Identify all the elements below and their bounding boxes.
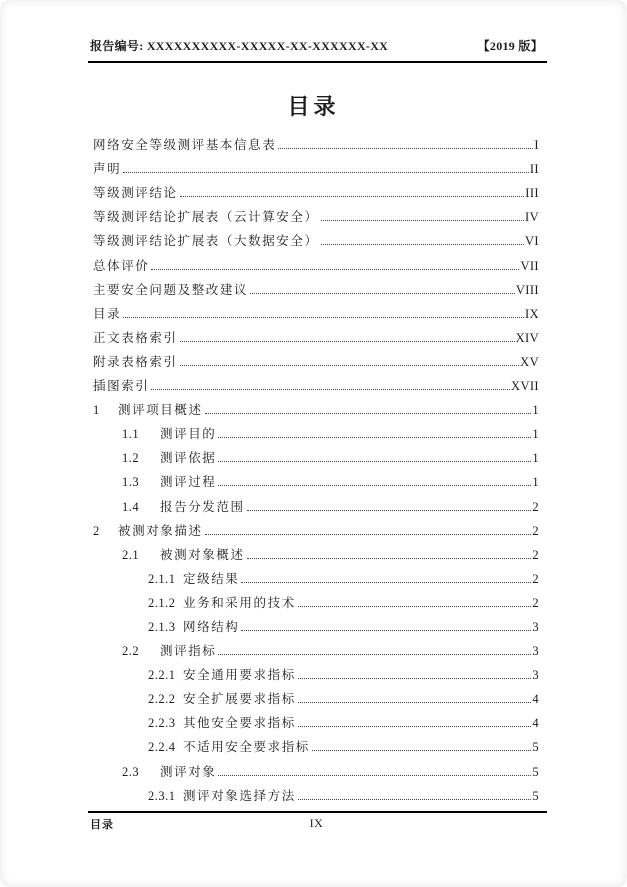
toc-entry-label: 总体评价 [93, 258, 150, 273]
toc-page-number: 1 [532, 403, 539, 418]
toc-page-number: 3 [532, 644, 539, 659]
toc-section-number: 1.3 [122, 475, 140, 490]
toc-leader-dots [298, 799, 532, 800]
toc-section-number: 2.1.2 [148, 595, 176, 610]
page-title: 目录 [287, 94, 340, 119]
toc-entry-label: 安全通用要求指标 [183, 668, 296, 683]
toc-row [93, 490, 539, 514]
page-footer [90, 816, 543, 832]
toc-entry-label: 业务和采用的技术 [183, 595, 296, 610]
page-header [90, 37, 543, 54]
toc-leader-dots [151, 389, 510, 390]
report-number-value: XXXXXXXXXX-XXXXX-XX-XXXXXX-XX [146, 39, 389, 53]
toc-entry-label: 等级测评结论扩展表（大数据安全） [93, 234, 319, 249]
toc-entry-label: 网络结构 [183, 619, 240, 634]
toc-section-number: 2.1.1 [148, 571, 176, 586]
toc-leader-dots [180, 196, 525, 197]
toc-leader-dots [151, 269, 519, 270]
toc-entry-label: 等级测评结论扩展表（云计算安全） [93, 210, 319, 225]
toc-section-number: 2.3 [122, 764, 140, 779]
toc-section-number: 1.1 [122, 427, 140, 442]
toc-page-number: 1 [532, 451, 539, 466]
toc-leader-dots [312, 750, 531, 751]
toc-row [93, 225, 539, 249]
toc-entry-label: 测评项目概述 [118, 403, 203, 418]
toc-leader-dots [298, 702, 532, 703]
toc-entry-label: 测评对象选择方法 [183, 788, 296, 803]
toc-leader-dots [321, 244, 524, 245]
toc-row [93, 731, 539, 755]
toc-row [93, 442, 539, 466]
toc-entry-label: 声明 [93, 162, 122, 177]
toc-row [93, 249, 539, 273]
toc-entry-label: 正文表格索引 [93, 330, 178, 345]
toc-page-number: XIV [515, 330, 539, 345]
toc-leader-dots [218, 437, 531, 438]
toc-section-number: 2 [93, 523, 100, 538]
toc-leader-dots [247, 558, 532, 559]
toc-row [93, 322, 539, 346]
toc-section-number: 2.2.3 [148, 716, 176, 731]
toc-leader-dots [205, 413, 532, 414]
toc-row [93, 587, 539, 611]
toc-page-number: 3 [532, 668, 539, 683]
toc-page-number: 4 [532, 716, 539, 731]
toc-row [93, 539, 539, 563]
toc-page-number: 3 [532, 619, 539, 634]
toc-page-number: XVII [511, 379, 539, 394]
toc-page-number: XV [520, 354, 539, 369]
toc-row [93, 346, 539, 370]
toc-section-number: 2.2.4 [148, 740, 176, 755]
toc-leader-dots [218, 485, 531, 486]
toc-page-number: 2 [532, 523, 539, 538]
toc-leader-dots [180, 365, 520, 366]
toc-page-number: 5 [532, 740, 539, 755]
toc-leader-dots [205, 534, 532, 535]
toc-page-number: VI [525, 234, 539, 249]
toc-row [93, 201, 539, 225]
toc-entry-label: 被测对象概述 [160, 547, 245, 562]
toc-page-number: 2 [532, 595, 539, 610]
toc-section-number: 1.4 [122, 499, 140, 514]
toc-entry-label: 不适用安全要求指标 [183, 740, 310, 755]
toc-row [93, 129, 539, 153]
toc-section-number: 2.2 [122, 644, 140, 659]
toc-row [93, 177, 539, 201]
toc-leader-dots [218, 461, 531, 462]
toc-leader-dots [250, 293, 515, 294]
toc-leader-dots [278, 148, 533, 149]
toc-entry-label: 安全扩展要求指标 [183, 692, 296, 707]
toc-row [93, 394, 539, 418]
toc-page-number: II [529, 162, 539, 177]
toc-leader-dots [298, 678, 532, 679]
toc-row [93, 274, 539, 298]
toc-leader-dots [241, 582, 531, 583]
toc-leader-dots [123, 172, 529, 173]
toc-row [93, 611, 539, 635]
toc-section-number: 2.2.2 [148, 692, 176, 707]
toc-list [93, 129, 539, 804]
toc-page-number: 1 [532, 427, 539, 442]
toc-page-number: IV [525, 210, 539, 225]
report-number-label: 报告编号: [90, 39, 144, 53]
toc-row [93, 755, 539, 779]
toc-entry-label: 附录表格索引 [93, 354, 178, 369]
toc-entry-label: 测评依据 [160, 451, 217, 466]
toc-entry-label: 测评指标 [160, 644, 217, 659]
toc-page-number: 2 [532, 547, 539, 562]
toc-leader-dots [218, 654, 531, 655]
toc-page-number: III [525, 186, 539, 201]
footer-section-label: 目录 [90, 819, 114, 831]
toc-page-number: VIII [515, 282, 539, 297]
toc-section-number: 1 [93, 403, 100, 418]
toc-leader-dots [123, 317, 524, 318]
toc-row [93, 635, 539, 659]
toc-entry-label: 测评目的 [160, 427, 217, 442]
toc-entry-label: 插图索引 [93, 379, 150, 394]
toc-row [93, 563, 539, 587]
toc-page-number: 5 [532, 788, 539, 803]
toc-page-number: 5 [532, 764, 539, 779]
toc-entry-label: 主要安全问题及整改建议 [93, 282, 249, 297]
toc-row [93, 298, 539, 322]
toc-entry-label: 被测对象描述 [118, 523, 203, 538]
toc-row [93, 707, 539, 731]
toc-leader-dots [180, 341, 515, 342]
toc-entry-label: 报告分发范围 [160, 499, 245, 514]
toc-page-number: IX [525, 306, 539, 321]
toc-section-number: 2.1 [122, 547, 140, 562]
toc-page-number: 4 [532, 692, 539, 707]
toc-page-number: I [534, 138, 539, 153]
header-rule [88, 61, 547, 63]
toc-page-number: 2 [532, 499, 539, 514]
toc-entry-label: 定级结果 [183, 571, 240, 586]
version-badge: 【2019 版】 [477, 39, 543, 53]
toc-row [93, 659, 539, 683]
toc-row [93, 153, 539, 177]
toc-leader-dots [241, 630, 531, 631]
toc-page-number: 1 [532, 475, 539, 490]
toc-leader-dots [321, 220, 524, 221]
toc-entry-label: 测评对象 [160, 764, 217, 779]
toc-section-number: 2.2.1 [148, 668, 176, 683]
toc-page-number: 2 [532, 571, 539, 586]
toc-section-number: 2.3.1 [148, 788, 176, 803]
toc-entry-label: 其他安全要求指标 [183, 716, 296, 731]
toc-entry-label: 目录 [93, 306, 122, 321]
toc-page-number: VII [520, 258, 539, 273]
toc-row [93, 683, 539, 707]
report-number [90, 37, 388, 54]
footer-page-number: IX [309, 816, 324, 830]
toc-row [93, 418, 539, 442]
toc-leader-dots [247, 510, 532, 511]
toc-row [93, 515, 539, 539]
toc-entry-label: 等级测评结论 [93, 186, 178, 201]
toc-row [93, 780, 539, 804]
footer-rule [88, 811, 547, 813]
toc-leader-dots [298, 606, 532, 607]
toc-row [93, 370, 539, 394]
toc-entry-label: 测评过程 [160, 475, 217, 490]
toc-leader-dots [218, 775, 531, 776]
toc-leader-dots [298, 726, 532, 727]
toc-row [93, 466, 539, 490]
toc-section-number: 2.1.3 [148, 619, 176, 634]
toc-entry-label: 网络安全等级测评基本信息表 [93, 138, 277, 153]
toc-section-number: 1.2 [122, 451, 140, 466]
